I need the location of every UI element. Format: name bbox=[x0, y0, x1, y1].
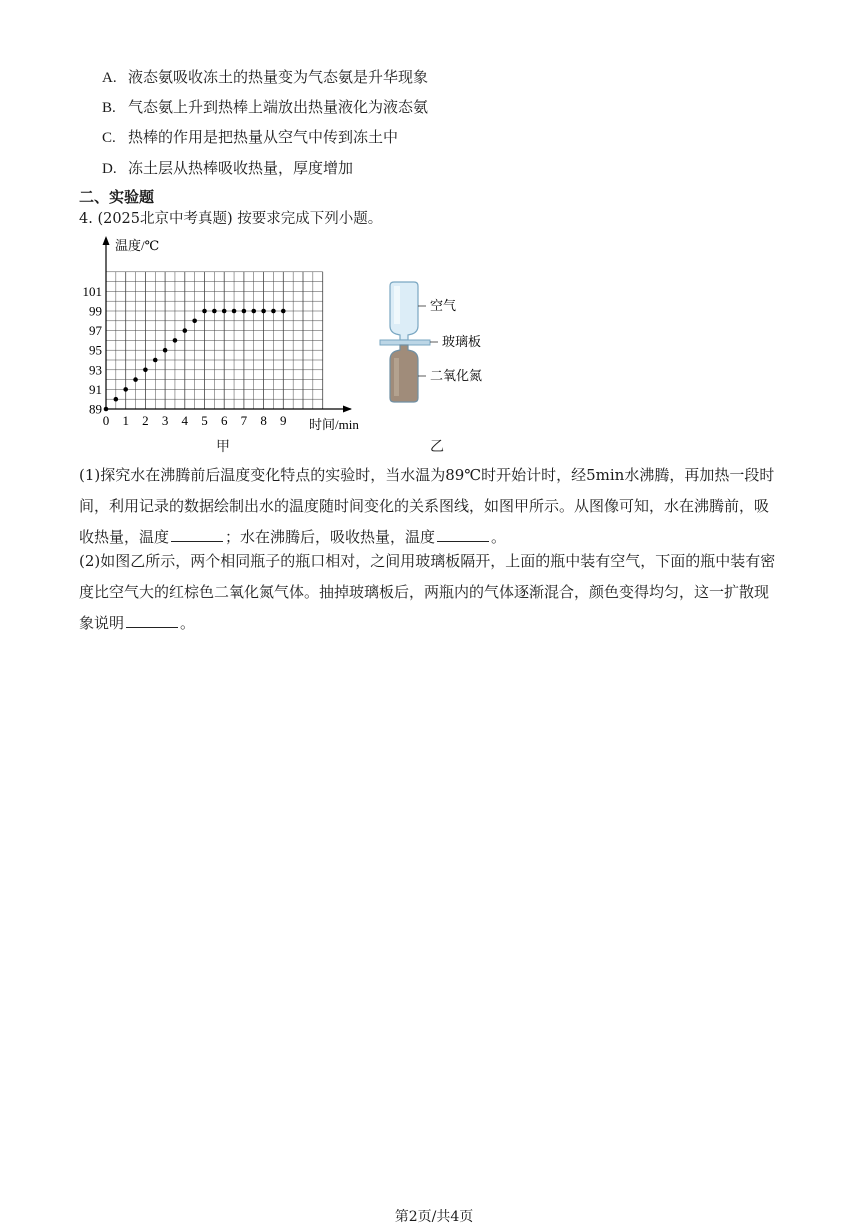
part2-line: 象说明 。 bbox=[79, 614, 196, 632]
option-d bbox=[102, 157, 353, 178]
label-no2: 二氧化氮 bbox=[430, 368, 483, 383]
part2-line: (2)如图乙所示，两个相同瓶子的瓶口相对，之间用玻璃板隔开，上面的瓶中装有空气，下面的瓶中装有密 bbox=[79, 552, 776, 570]
x-tick-label: 2 bbox=[142, 413, 149, 428]
y-tick-label: 91 bbox=[89, 381, 102, 397]
data-point bbox=[183, 328, 188, 333]
question-source: (2025北京中考真题) bbox=[97, 211, 233, 227]
data-point bbox=[133, 377, 138, 382]
data-point bbox=[222, 309, 227, 314]
data-point bbox=[104, 407, 109, 412]
data-point bbox=[212, 309, 217, 314]
option-text: 气态氨上升到热棒上端放出热量液化为液态氨 bbox=[128, 98, 429, 116]
data-point bbox=[251, 309, 256, 314]
section-title: 二、实验题 bbox=[79, 188, 155, 206]
x-tick-label: 5 bbox=[201, 413, 208, 428]
page-footer: 第2页/共4页 bbox=[394, 1209, 474, 1225]
data-point bbox=[242, 309, 247, 314]
option-c bbox=[102, 126, 398, 147]
x-tick-label: 8 bbox=[260, 413, 267, 428]
option-a bbox=[102, 66, 428, 87]
y-axis-arrow bbox=[103, 236, 110, 245]
option-text: 冻土层从热棒吸收热量，厚度增加 bbox=[128, 159, 354, 177]
label-air: 空气 bbox=[430, 298, 457, 313]
part2-paragraph bbox=[79, 546, 775, 639]
option-letter: C. bbox=[102, 130, 116, 146]
part2-line: 度比空气大的红棕色二氧化氮气体。抽掉玻璃板后，两瓶内的气体逐渐混合，颜色变得均匀，这一扩散现 bbox=[79, 583, 770, 601]
x-tick-label: 0 bbox=[102, 413, 110, 428]
y-tick-label: 101 bbox=[82, 283, 102, 299]
figure-b-caption: 乙 bbox=[430, 439, 444, 455]
lower-bottle-no2 bbox=[390, 345, 418, 402]
data-point bbox=[153, 358, 158, 363]
data-point bbox=[173, 338, 178, 343]
part1-line: 间，利用记录的数据绘制出水的温度随时间变化的关系图线，如图甲所示。从图像可知，水在沸腾前，吸 bbox=[79, 497, 770, 515]
option-text: 液态氨吸收冻土的热量变为气态氨是升华现象 bbox=[128, 68, 429, 86]
part1-paragraph bbox=[79, 460, 774, 553]
data-point bbox=[114, 397, 119, 402]
data-point bbox=[123, 387, 128, 392]
data-point bbox=[232, 309, 237, 314]
question-text: 按要求完成下列小题。 bbox=[237, 211, 383, 227]
chart-axes bbox=[103, 236, 353, 413]
x-tick-label: 3 bbox=[161, 413, 169, 428]
part1-line: (1)探究水在沸腾前后温度变化特点的实验时，当水温为89℃时开始计时，经5min水沸腾，再加热一段时 bbox=[79, 466, 775, 484]
data-point bbox=[281, 309, 286, 314]
data-point bbox=[271, 309, 276, 314]
option-text: 热棒的作用是把热量从空气中传到冻土中 bbox=[128, 128, 399, 146]
temperature-time-chart bbox=[75, 232, 375, 457]
option-letter: B. bbox=[102, 100, 116, 116]
y-tick-label: 95 bbox=[89, 342, 102, 358]
option-letter: D. bbox=[102, 161, 117, 177]
answer-blank[interactable] bbox=[437, 527, 489, 542]
data-point bbox=[163, 348, 168, 353]
data-point bbox=[202, 309, 207, 314]
question-number: 4. bbox=[79, 211, 93, 227]
label-glass-plate: 玻璃板 bbox=[442, 334, 482, 349]
x-tick-label: 6 bbox=[220, 413, 228, 428]
y-tick-label: 93 bbox=[89, 362, 102, 378]
option-letter: A. bbox=[102, 70, 117, 86]
y-axis-label: 温度/℃ bbox=[115, 238, 160, 253]
answer-blank[interactable] bbox=[171, 527, 223, 542]
figure-a-caption: 甲 bbox=[216, 439, 230, 455]
y-tick-label: 97 bbox=[89, 323, 102, 339]
y-tick-label: 89 bbox=[89, 401, 102, 417]
x-tick-label: 7 bbox=[240, 413, 248, 428]
x-tick-label: 4 bbox=[181, 413, 189, 428]
data-point bbox=[192, 319, 197, 324]
option-b bbox=[102, 96, 428, 117]
upper-bottle-air bbox=[390, 282, 418, 340]
diffusion-bottles-figure bbox=[378, 280, 518, 455]
y-tick-label: 99 bbox=[89, 303, 102, 319]
chart-grid bbox=[106, 272, 323, 409]
answer-blank[interactable] bbox=[126, 613, 178, 628]
chart-labels bbox=[83, 238, 360, 432]
part1-line: 收热量，温度 ；水在沸腾后，吸收热量，温度 。 bbox=[79, 528, 507, 546]
question-header bbox=[79, 207, 382, 228]
x-axis-label: 时间/min bbox=[309, 417, 359, 432]
data-point bbox=[143, 368, 148, 373]
data-point bbox=[261, 309, 266, 314]
x-axis-arrow bbox=[343, 406, 352, 413]
x-tick-label: 1 bbox=[122, 413, 129, 428]
x-tick-label: 9 bbox=[280, 413, 287, 428]
glass-plate bbox=[380, 340, 430, 345]
